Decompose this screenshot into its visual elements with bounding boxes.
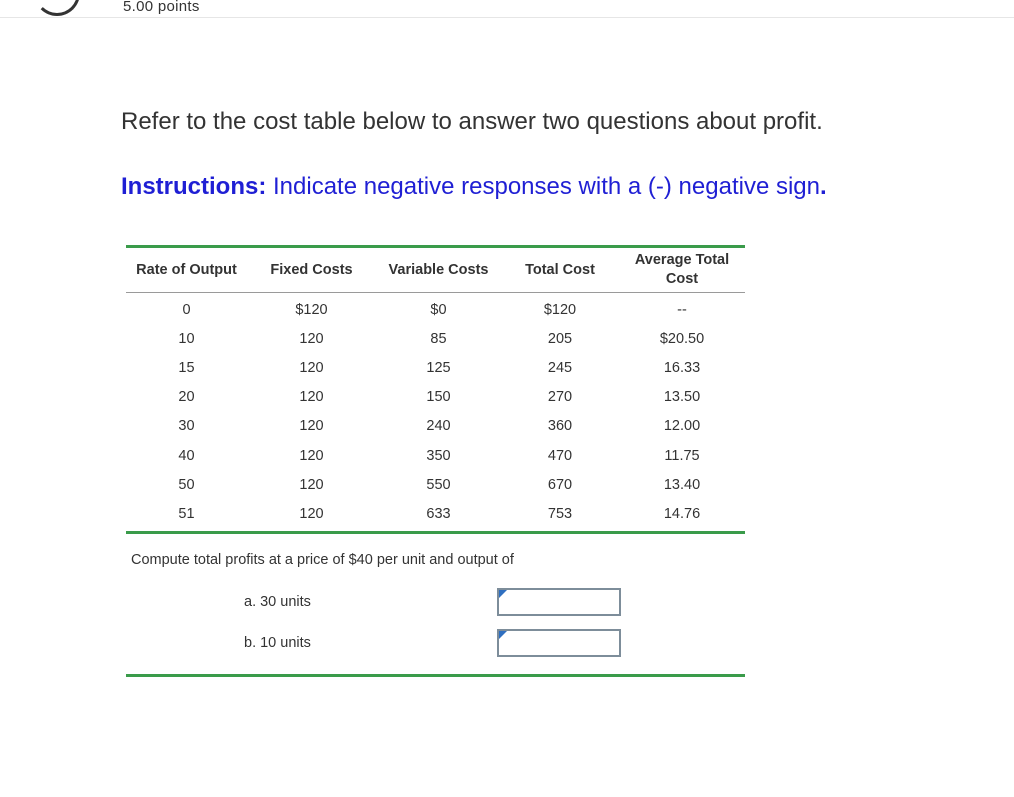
cell-average: --: [677, 301, 687, 318]
cell-variable: 125: [426, 359, 451, 376]
cell-total: $120: [543, 301, 577, 318]
answer-input-wrap-b: [497, 629, 621, 657]
table-row: [126, 293, 745, 325]
cell-output: 40: [178, 447, 195, 464]
cost-figure: [126, 245, 745, 677]
cell-fixed: 120: [299, 330, 324, 347]
cell-average: 11.75: [664, 447, 700, 464]
instructions-tail: .: [819, 173, 827, 200]
cell-variable: 550: [426, 476, 451, 493]
cell-variable: $0: [430, 301, 447, 318]
cell-variable: 240: [426, 418, 451, 435]
answer-row-b: [126, 623, 745, 664]
table-row: [126, 383, 745, 412]
question-intro: Refer to the cost table below to answer two questions about profit.: [121, 108, 823, 135]
points-label: 5.00 points: [123, 0, 200, 15]
cell-fixed: 120: [299, 476, 324, 493]
cell-output: 15: [178, 359, 195, 376]
cell-total: 753: [547, 505, 573, 522]
figure-bottom-rule: [126, 674, 745, 677]
cell-output: 0: [182, 301, 191, 318]
cell-total: 205: [547, 330, 573, 347]
cell-average: 14.76: [663, 505, 701, 522]
cell-output: 10: [178, 330, 195, 347]
cell-total: 245: [547, 359, 573, 376]
instructions-body: Indicate negative responses with a (-) negative sign: [266, 173, 820, 200]
header-rate-of-output: Rate of Output: [136, 261, 237, 278]
cell-total: 470: [547, 447, 573, 464]
cell-average: 12.00: [663, 418, 701, 435]
table-row: [126, 499, 745, 530]
instructions: [121, 173, 827, 201]
table-row: [126, 324, 745, 353]
table-row: [126, 441, 745, 470]
cell-average: 16.33: [663, 359, 701, 376]
cell-variable: 350: [426, 447, 451, 464]
profit-prompt: Compute total profits at a price of $40 per unit and output of: [131, 551, 514, 568]
question-number-badge: [34, 0, 80, 16]
answer-label-b: b. 10 units: [244, 634, 311, 651]
header-average-total-cost: Average Total Cost: [634, 252, 730, 287]
cell-output: 51: [178, 505, 195, 522]
cell-total: 270: [547, 389, 573, 406]
header-total-cost: Total Cost: [525, 261, 595, 278]
cell-average: 13.40: [663, 476, 701, 493]
instructions-lead: Instructions:: [121, 173, 267, 200]
cell-variable: 150: [426, 389, 451, 406]
cell-fixed: 120: [299, 447, 324, 464]
cell-total: 670: [547, 476, 573, 493]
header-fixed-costs: Fixed Costs: [270, 261, 353, 278]
cell-average: 13.50: [663, 389, 701, 406]
header-variable-costs: Variable Costs: [388, 261, 489, 278]
answer-input-b[interactable]: [497, 629, 621, 657]
cell-output: 30: [178, 418, 195, 435]
cell-variable: 85: [430, 330, 447, 347]
cell-output: 50: [178, 476, 195, 493]
cell-average: $20.50: [659, 330, 705, 347]
answer-input-a[interactable]: [497, 588, 621, 616]
cell-total: 360: [547, 418, 573, 435]
figure-middle-rule: [126, 531, 745, 534]
table-row: [126, 470, 745, 499]
header-divider: [0, 17, 1014, 18]
answer-row-a: [126, 582, 745, 623]
cell-fixed: 120: [299, 505, 324, 522]
cell-variable: 633: [426, 505, 451, 522]
answer-label-a: a. 30 units: [244, 593, 311, 610]
cell-fixed: $120: [295, 301, 328, 318]
cell-fixed: 120: [299, 389, 324, 406]
cell-output: 20: [178, 389, 195, 406]
table-row: [126, 353, 745, 382]
table-row: [126, 412, 745, 441]
cell-fixed: 120: [299, 359, 324, 376]
cost-table-header-row: [126, 248, 745, 293]
cost-table: [126, 248, 745, 531]
answer-input-wrap-a: [497, 588, 621, 616]
cell-fixed: 120: [299, 418, 324, 435]
